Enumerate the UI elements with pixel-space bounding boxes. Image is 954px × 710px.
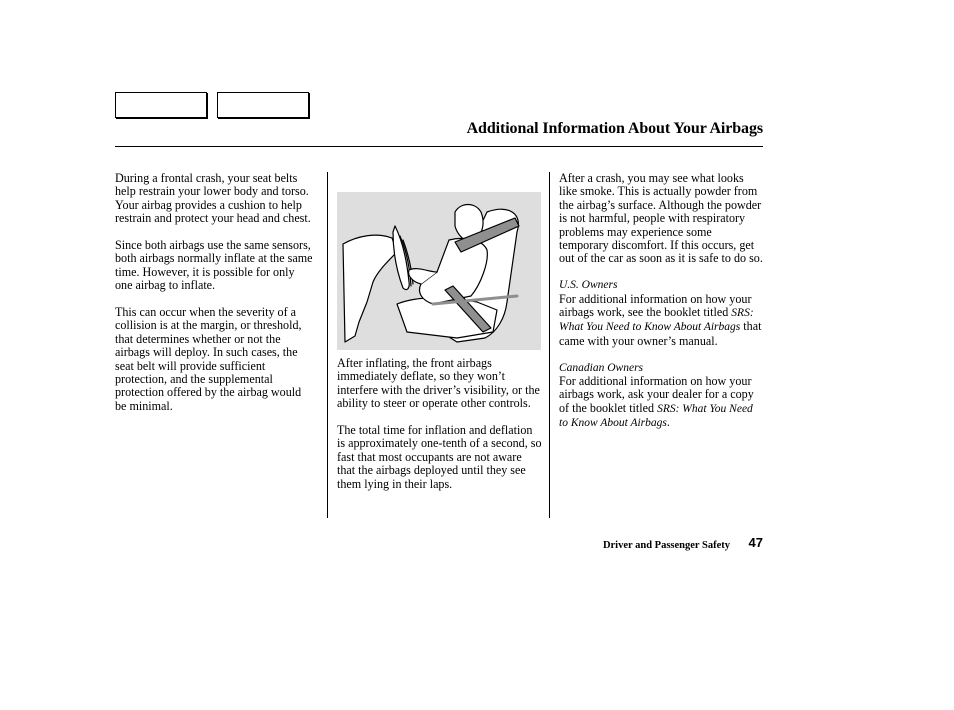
body-text: For additional information on how your airbags work, see the booklet titled bbox=[559, 291, 752, 320]
column-divider bbox=[549, 172, 550, 518]
paragraph: Since both airbags use the same sensors, both airbags normally inflate at the same time. However, it is possible for only one airbag to inflate. bbox=[115, 238, 313, 293]
title-rule bbox=[115, 146, 763, 147]
body-text: For additional information on how your airbags work, ask your dealer for a copy of the booklet titled bbox=[559, 374, 754, 415]
paragraph: During a frontal crash, your seat belts help restrain your lower body and torso. Your airbag provides a cushion to help restrain and protect your head and chest. bbox=[115, 171, 311, 226]
paragraph: The total time for inflation and deflation is approximately one-tenth of a second, so fast that most occupants are not aware that the airbags deployed until they see them lying in their laps. bbox=[337, 423, 542, 491]
column-divider bbox=[327, 172, 328, 518]
body-text: that came with your owner’s manual. bbox=[559, 319, 762, 348]
header-tab-2 bbox=[217, 92, 309, 118]
paragraph: After inflating, the front airbags immediately deflate, so they won’t interfere with the driver’s visibility, or the ability to steer or operate other controls. bbox=[337, 356, 540, 411]
text-column-2 bbox=[337, 357, 542, 504]
airbag-figure bbox=[337, 192, 541, 350]
booklet-title: SRS: What You Need to Know About Airbags bbox=[559, 307, 754, 334]
canadian-owners-section bbox=[559, 362, 764, 431]
airbag-deployment-illustration bbox=[337, 192, 541, 350]
paragraph: After a crash, you may see what looks like smoke. This is actually powder from the airbag’s surface. Although the powder is not harmful, people with respiratory problems may experience some temporary discomfort. If this occurs, get out of the car as soon as it is safe to do so. bbox=[559, 171, 763, 266]
footer-section-name: Driver and Passenger Safety bbox=[602, 540, 730, 551]
page-number: 47 bbox=[748, 535, 763, 550]
paragraph: This can occur when the severity of a collision is at the margin, or threshold, that determines whether or not the airbags will deploy. In such cases, the seat belt will provide sufficient protection, and the supplemental protection offered by the airbag would be minimal. bbox=[115, 305, 302, 413]
page-title: Additional Information About Your Airbags bbox=[466, 120, 763, 137]
us-owners-section bbox=[559, 279, 764, 348]
body-text: . bbox=[666, 415, 670, 430]
text-column-3 bbox=[559, 172, 764, 444]
header-tab-1 bbox=[115, 92, 207, 118]
canadian-owners-heading: Canadian Owners bbox=[559, 361, 644, 374]
booklet-title: SRS: What You Need to Know About Airbags bbox=[559, 402, 753, 430]
text-column-1 bbox=[115, 172, 315, 427]
us-owners-heading: U.S. Owners bbox=[559, 279, 618, 292]
